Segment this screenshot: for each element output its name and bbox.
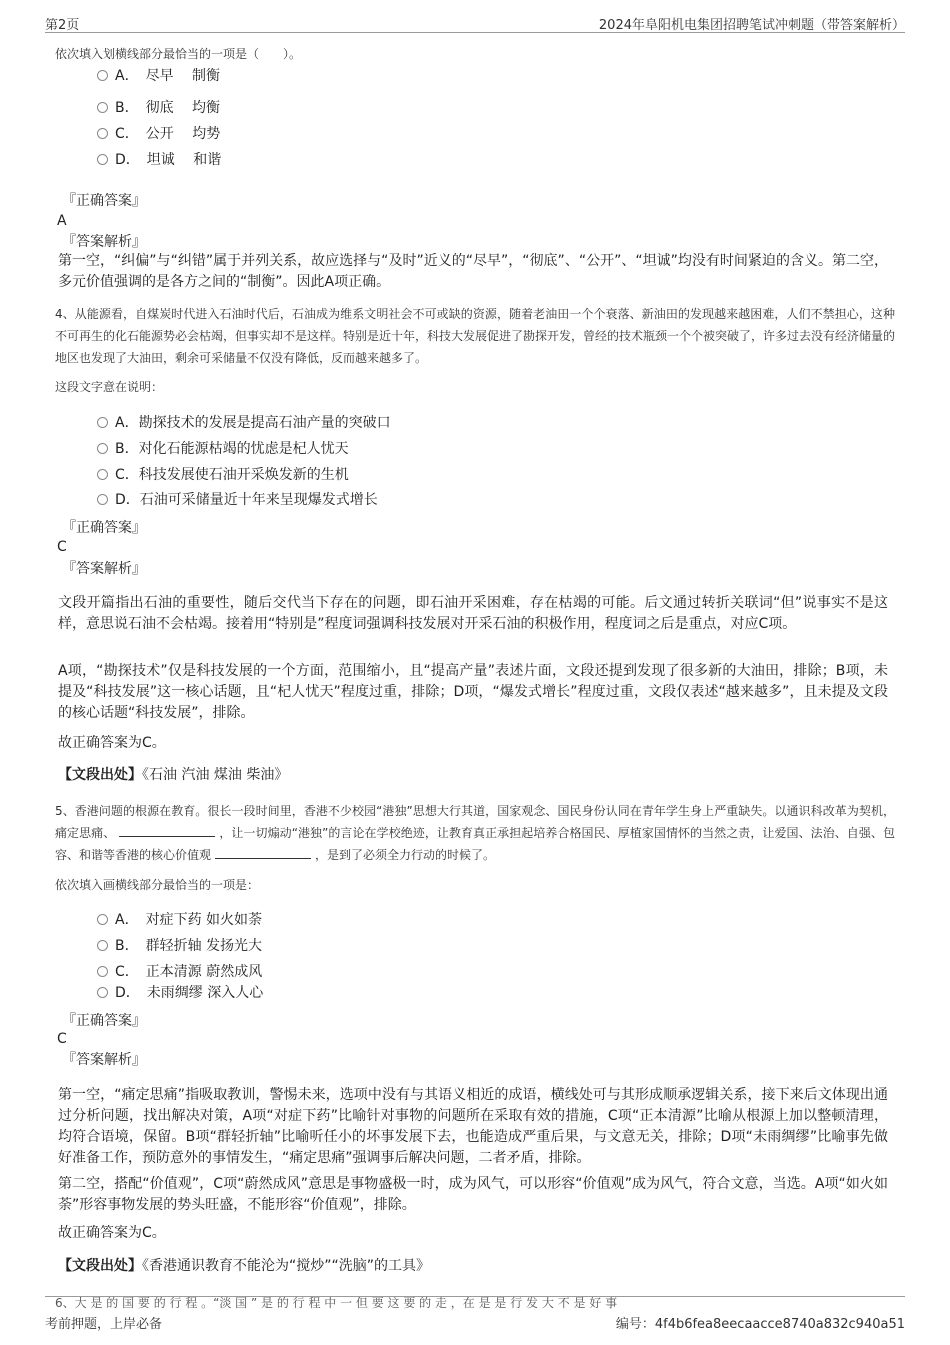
fill-blank-1	[119, 824, 215, 837]
q4-option-c[interactable]: C．科技发展使石油开采焕发新的生机	[97, 464, 349, 486]
radio-icon[interactable]	[97, 469, 108, 480]
page-footer	[45, 1296, 905, 1337]
q5-stem: 5、香港问题的根源在教育。很长一段时间里，香港不少校园“港独”思想大行其道，国家观念、国民身份认同在青年学生身上严重缺失。以通识科改革为契机，痛定思痛、 ，让一切煽动“港独”的言论在学校绝迹，让教育真正承担起培养合格国民、厚植家国情怀的当然之责，让爱国、法治、自强、包容、和谐等香港的核心价值观 ，是到了必须全力行动的时候了。	[55, 804, 895, 862]
q3-option-d[interactable]: D． 坦诚 和谐	[97, 149, 221, 171]
q4-analysis-paragraph-1: 文段开篇指出石油的重要性，随后交代当下存在的问题，即石油开采困难，存在枯竭的可能。后文通过转折关联词“但”说事实不是这样，意思说石油不会枯竭。接着用“特别是”程度词强调科技发展对开采石油的积极作用，程度词之后是重点，对应C项。	[58, 595, 888, 632]
q4-answer-label: 『正确答案』	[62, 520, 146, 536]
q3-answer: A	[57, 213, 67, 229]
radio-icon[interactable]	[97, 102, 108, 113]
q3-analysis-label: 『答案解析』	[62, 234, 146, 250]
next-question-cut-text: 6、大 是 的 国 要 的 行 程 。“淡 国 ” 是 的 行 程 中 一 但 要 这 要 的 走 ，在 是 是 行 发 大 不 是 好 事	[55, 1296, 618, 1310]
q4-prompt: 这段文字意在说明：	[55, 380, 164, 394]
q4-option-b[interactable]: B．对化石能源枯竭的忧虑是杞人忧天	[97, 438, 349, 460]
q5-analysis-label: 『答案解析』	[62, 1052, 146, 1068]
radio-icon[interactable]	[97, 966, 108, 977]
q5-option-b[interactable]: B． 群轻折轴 发扬光大	[97, 935, 262, 957]
radio-icon[interactable]	[97, 987, 108, 998]
radio-icon[interactable]	[97, 154, 108, 165]
q5-option-a[interactable]: A． 对症下药 如火如荼	[97, 909, 262, 931]
q3-analysis: 第一空，“纠偏”与“纠错”属于并列关系，故应选择与“及时”近义的“尽早”，“彻底”、“公开”、“坦诚”均没有时间紧迫的含义。第二空，多元价值强调的是各方之间的“制衡”。因此A项正确。	[58, 253, 888, 290]
q3-prompt: 依次填入划横线部分最恰当的一项是（ ）。	[55, 47, 302, 61]
q4-source: 【文段出处】《石油 汽油 煤油 柴油》	[58, 767, 289, 783]
radio-icon[interactable]	[97, 914, 108, 925]
radio-icon[interactable]	[97, 443, 108, 454]
page-header	[45, 12, 905, 33]
q5-option-d[interactable]: D． 未雨绸缪 深入人心	[97, 982, 263, 1004]
q5-option-c[interactable]: C． 正本清源 蔚然成风	[97, 961, 262, 983]
q3-option-a[interactable]: A． 尽早 制衡	[97, 65, 220, 87]
document-id: 编号：4f4b6fea8eecaacce8740a832c940a51	[615, 1317, 905, 1332]
fill-blank-2	[215, 846, 311, 859]
document-title: 2024年阜阳机电集团招聘笔试冲刺题（带答案解析）	[598, 18, 905, 33]
q5-answer-label: 『正确答案』	[62, 1013, 146, 1029]
q4-analysis-paragraph-2: A项，“勘探技术”仅是科技发展的一个方面，范围缩小，且“提高产量”表述片面，文段还提到发现了很多新的大油田，排除；B项，未提及“科技发展”这一核心话题，且“杞人忧天”程度过重，排除；D项，“爆发式增长”程度过重，文段仅表述“越来越多”，且未提及文段的核心话题“科技发展”，排除。	[58, 663, 888, 721]
q3-answer-label: 『正确答案』	[62, 193, 146, 209]
q4-answer: C	[57, 539, 67, 555]
q5-answer: C	[57, 1031, 67, 1047]
radio-icon[interactable]	[97, 417, 108, 428]
q5-conclusion: 故正确答案为C。	[58, 1225, 166, 1241]
radio-icon[interactable]	[97, 494, 108, 505]
q5-prompt: 依次填入画横线部分最恰当的一项是：	[55, 878, 260, 892]
q5-analysis-paragraph-2: 第二空，搭配“价值观”，C项“蔚然成风”意思是事物盛极一时，成为风气，可以形容“价值观”成为风气，符合文意，当选。A项“如火如荼”形容事物发展的势头旺盛，不能形容“价值观”，排除。	[58, 1176, 888, 1213]
radio-icon[interactable]	[97, 940, 108, 951]
q4-stem: 4、从能源看，自煤炭时代进入石油时代后，石油成为维系文明社会不可或缺的资源，随着老油田一个个衰落、新油田的发现越来越困难，人们不禁担心，这种不可再生的化石能源势必会枯竭，但事实却不是这样。特别是近十年，科技大发展促进了勘探开发，曾经的技术瓶颈一个个被突破了，许多过去没有经济储量的地区也发现了大油田，剩余可采储量不仅没有降低，反而越来越多了。	[55, 307, 896, 365]
radio-icon[interactable]	[97, 70, 108, 81]
q4-conclusion: 故正确答案为C。	[58, 735, 166, 751]
q4-option-a[interactable]: A．勘探技术的发展是提高石油产量的突破口	[97, 412, 391, 434]
footer-slogan: 考前押题，上岸必备	[45, 1317, 163, 1332]
q3-option-c[interactable]: C． 公开 均势	[97, 123, 220, 145]
q5-analysis-paragraph-1: 第一空，“痛定思痛”指吸取教训，警惕未来，选项中没有与其语义相近的成语，横线处可与其形成顺承逻辑关系，接下来后文体现出通过分析问题，找出解决对策，A项“对症下药”比喻针对事物的问题所在采取有效的措施，C项“正本清源”比喻从根源上加以整顿清理，均符合语境，保留。B项“群轻折轴”比喻听任小的坏事发展下去，也能造成严重后果，与文意无关，排除；D项“未雨绸缪”比喻事先做好准备工作，预防意外的事情发生，“痛定思痛”强调事后解决问题，二者矛盾，排除。	[58, 1087, 888, 1166]
radio-icon[interactable]	[97, 128, 108, 139]
q3-option-b[interactable]: B． 彻底 均衡	[97, 97, 220, 119]
q4-option-d[interactable]: D．石油可采储量近十年来呈现爆发式增长	[97, 489, 378, 511]
q4-analysis-label: 『答案解析』	[62, 561, 146, 577]
page-number: 第2页	[45, 18, 80, 33]
q5-source: 【文段出处】《香港通识教育不能沦为“搅炒”“洗脑”的工具》	[58, 1258, 431, 1274]
